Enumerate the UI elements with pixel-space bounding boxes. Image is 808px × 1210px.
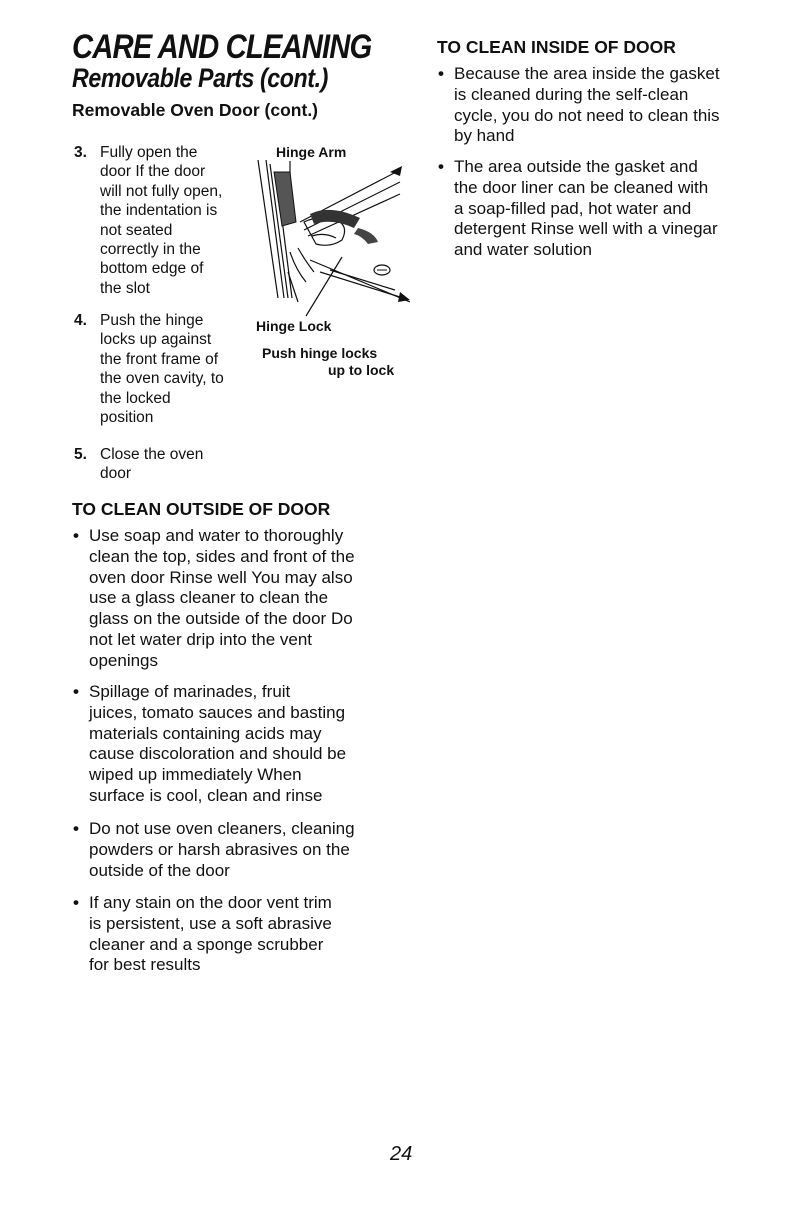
bullet-line: Because the area inside the gasket — [454, 64, 720, 83]
step-line: locks up against — [100, 331, 212, 349]
step-line: Push the hinge — [100, 312, 204, 329]
step-line: position — [100, 409, 154, 427]
bullet-line: juices, tomato sauces and basting — [89, 702, 346, 722]
step-line: the indentation is — [100, 202, 218, 220]
step-line: bottom edge of — [100, 260, 204, 278]
step-line: Close the oven — [100, 446, 204, 463]
step-number: 4. — [74, 312, 87, 329]
heading-clean-outside-door: TO CLEAN OUTSIDE OF DOOR — [72, 499, 331, 519]
bullet-item — [73, 819, 413, 885]
bullet-glyph: • — [438, 157, 444, 176]
bullet-line: the door liner can be cleaned with — [454, 177, 709, 197]
bullet-item — [73, 682, 413, 812]
hinge-lock-illustration-icon — [250, 152, 410, 322]
step-line: not seated — [100, 221, 173, 239]
bullet-glyph: • — [73, 893, 79, 912]
step-line: the front frame of — [100, 350, 219, 368]
bullet-line: If any stain on the door vent trim — [89, 893, 332, 912]
bullet-line: glass on the outside of the door Do — [89, 609, 353, 629]
page-title: CARE AND CLEANING — [72, 28, 372, 66]
bullet-line: outside of the door — [89, 860, 230, 880]
bullet-line: wiped up immediately When — [89, 765, 302, 785]
bullet-line: and water solution — [454, 240, 592, 260]
bullet-line: clean the top, sides and front of the — [89, 546, 355, 566]
bullet-line: Spillage of marinades, fruit — [89, 682, 291, 701]
bullet-item — [73, 893, 413, 981]
hinge-arm-label: Hinge Arm — [276, 144, 347, 160]
bullet-line: surface is cool, clean and rinse — [89, 785, 323, 805]
figure-caption-line-1: Push hinge locks — [262, 345, 378, 361]
bullet-line: oven door Rinse well You may also — [89, 567, 353, 587]
section-heading: Removable Oven Door (cont.) — [72, 100, 319, 120]
step-line: the oven cavity, to — [100, 370, 224, 388]
step-line: door If the door — [100, 163, 206, 181]
figure-caption-line-2: up to lock — [328, 362, 395, 378]
bullet-line: Use soap and water to thoroughly — [89, 526, 344, 545]
bullet-line: detergent Rinse well with a vinegar — [454, 219, 718, 239]
hinge-lock-label: Hinge Lock — [256, 318, 332, 334]
bullet-glyph: • — [438, 64, 444, 83]
step-5 — [74, 445, 254, 487]
step-line: door — [100, 465, 132, 483]
bullet-line: a soap-filled pad, hot water and — [454, 198, 692, 218]
step-line: the locked — [100, 389, 171, 407]
bullet-line: cleaner and a sponge scrubber — [89, 934, 324, 954]
bullet-line: use a glass cleaner to clean the — [89, 588, 329, 608]
bullet-item — [438, 64, 788, 152]
bullet-line: powders or harsh abrasives on the — [89, 839, 350, 859]
step-number: 3. — [74, 144, 87, 161]
step-line: correctly in the — [100, 241, 201, 259]
bullet-line: The area outside the gasket and — [454, 157, 698, 176]
bullet-line: openings — [89, 650, 159, 670]
step-line: the slot — [100, 279, 150, 297]
page-number: 24 — [390, 1143, 413, 1165]
step-number: 5. — [74, 446, 87, 463]
bullet-glyph: • — [73, 682, 79, 701]
heading-clean-inside-door: TO CLEAN INSIDE OF DOOR — [437, 37, 676, 57]
bullet-line: is cleaned during the self-clean — [454, 84, 689, 104]
bullet-line: materials containing acids may — [89, 723, 322, 743]
bullet-line: not let water drip into the vent — [89, 629, 313, 649]
bullet-item — [438, 157, 788, 265]
step-4 — [74, 311, 254, 431]
bullet-line: by hand — [454, 126, 515, 146]
bullet-line: is persistent, use a soft abrasive — [89, 913, 332, 933]
bullet-line: cycle, you do not need to clean this — [454, 105, 720, 125]
bullet-line: Do not use oven cleaners, cleaning — [89, 819, 355, 838]
bullet-glyph: • — [73, 819, 79, 838]
step-line: Fully open the — [100, 144, 198, 161]
bullet-item — [73, 526, 413, 676]
bullet-line: for best results — [89, 955, 201, 975]
bullet-glyph: • — [73, 526, 79, 545]
step-3 — [74, 143, 254, 303]
bullet-line: cause discoloration and should be — [89, 744, 347, 764]
step-line: will not fully open, — [100, 182, 223, 200]
page-subtitle: Removable Parts (cont.) — [72, 63, 328, 93]
